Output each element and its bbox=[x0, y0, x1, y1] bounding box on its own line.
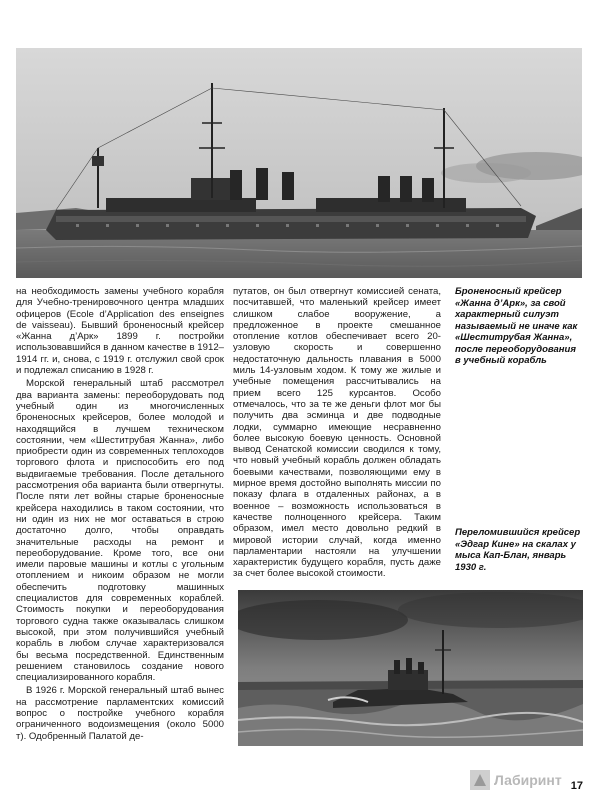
paragraph: путатов, он был отвергнут комиссией сената, посчитавшей, что маленький крейсер имеет слишком слабое вооружение, а предложенное в проекте смешанное отопление котлов обеспечивает всего 20-узловую скорость и совершенно недостаточную дальность плавания в 5000 миль 14-узловым ходом. К тому же жилые и учебные помещения рассчитывались на прием всего 125 курсантов. Особо отмечалось, что за те же деньги флот мог бы получить два эсминца и две подводные лодки, суммарно имеющие несравненно более высокую боевую ценность. Основной вывод Сенатской комиссии сводился к тому, что новый учебный корабль должен обладать боевыми качествами, позволяющими ему в мирное время достойно выполнять миссии по показу флага в отдаленных районах, а в военное – возможность использоваться в качестве полноценного крейсера. Таким образом, имел место довольно редкий в мировой истории случай, когда именно парламентарии настояли на улучшении характеристик будущего корабля, пусть даже за счет более высокой стоимости. bbox=[233, 286, 441, 580]
bottom-photo-wreck bbox=[238, 590, 583, 746]
paragraph: Морской генеральный штаб рассмотрел два варианта замены: переоборудовать под учебный один из многочисленных броненосных крейсеров, более молодой и находящийся в лучшем техническом состоянии, чем «Шеститрубая Жанна», либо приобрести один из современных теплоходов торгового флота и приспособить его под выдвигаемые требования. После детального рассмотрения оба варианта были отвергнуты. После пяти лет войны старые броненосные крейсера находились в таком состоянии, что ни один из них не мог оставаться в строю достаточно долго, чтобы оправдать значительные расходы на ремонт и переоборудование. Кроме того, все они имели паровые машины и котлы с угольным отоплением и никоим образом не могли обеспечить подготовку машинных специалистов для современных кораблей. Стоимость покупки и переоборудования торгового судна также оказывалась слишком высокой, при этом получившийся учебный корабль в любом случае характеризовался бы весьма посредственной. Единственным решением становилось создание нового специализированного корабля. bbox=[16, 378, 224, 684]
paragraph: на необходимость замены учебного корабля для Учебно-тренировочного центра младших офицеров (Ecole d’Application des enseignes de vaisseau). Бывший броненосный крейсер «Жанна д’Арк» 1899 г. постройки использовавшийся в данном качестве в 1912–1914 гг. и, снова, с 1919 г. отслужил свой срок и подлежал списанию в 1928 г. bbox=[16, 286, 224, 377]
watermark-text: Лабиринт bbox=[494, 772, 562, 788]
text-column-2 bbox=[233, 286, 441, 582]
top-photo-cruiser bbox=[16, 48, 582, 278]
caption-top: Броненосный крейсер «Жанна д’Арк», за свой характерный силуэт называемый не иначе как «Шеститрубая Жанна», после переоборудования в учебный корабль bbox=[455, 286, 578, 366]
page-number: 17 bbox=[570, 780, 583, 792]
text-column-1 bbox=[16, 286, 224, 744]
paragraph: В 1926 г. Морской генеральный штаб вынес на рассмотрение парламентских комиссий вопрос о постройке учебного корабля ограниченного водоизмещения (около 5000 т). Одобренный Палатой де- bbox=[16, 685, 224, 742]
caption-bottom: Переломившийся крейсер «Эдгар Кине» на скалах у мыса Кап-Блан, январь 1930 г. bbox=[455, 527, 581, 573]
